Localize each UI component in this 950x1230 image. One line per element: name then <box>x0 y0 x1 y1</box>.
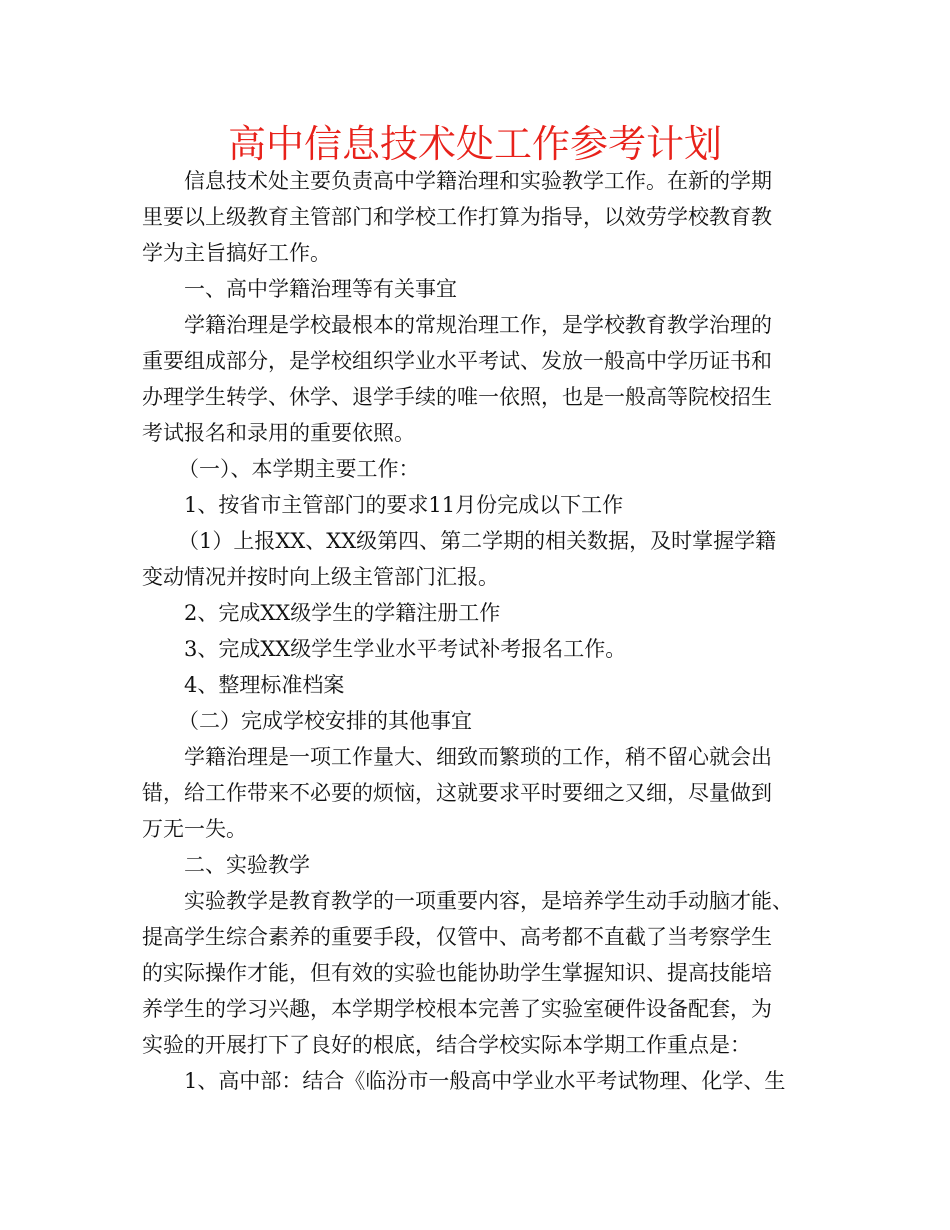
paragraph-line: 学为主旨搞好工作。 <box>142 241 331 265</box>
subsection-heading: （二）完成学校安排的其他事宜 <box>178 709 472 733</box>
paragraph-line: 养学生的学习兴趣，本学期学校根本完善了实验室硬件设备配套，为 <box>142 997 772 1021</box>
paragraph-line: 的实际操作才能，但有效的实验也能协助学生掌握知识、提高技能培 <box>142 961 772 985</box>
paragraph-line: 变动情况并按时向上级主管部门汇报。 <box>142 565 499 589</box>
paragraph-line: 实验教学是教育教学的一项重要内容，是培养学生动手动脑才能、 <box>184 889 793 913</box>
section-heading: 一、高中学籍治理等有关事宜 <box>184 277 457 301</box>
paragraph-line: 错，给工作带来不必要的烦恼，这就要求平时要细之又细，尽量做到 <box>142 781 772 805</box>
paragraph-line: 办理学生转学、休学、退学手续的唯一依照，也是一般高等院校招生 <box>142 385 772 409</box>
paragraph-line: 信息技术处主要负责高中学籍治理和实验教学工作。在新的学期 <box>184 169 772 193</box>
list-item: 2、完成XX级学生的学籍注册工作 <box>184 601 501 625</box>
paragraph-line: 提高学生综合素养的重要手段，仅管中、高考都不直截了当考察学生 <box>142 925 772 949</box>
paragraph-line: 学籍治理是一项工作量大、细致而繁琐的工作，稍不留心就会出 <box>184 745 772 769</box>
list-item: 3、完成XX级学生学业水平考试补考报名工作。 <box>184 637 627 661</box>
list-item: 4、整理标准档案 <box>184 673 345 697</box>
paragraph-line: 重要组成部分，是学校组织学业水平考试、发放一般高中学历证书和 <box>142 349 772 373</box>
paragraph-line: 万无一失。 <box>142 817 247 841</box>
document-title: 高中信息技术处工作参考计划 <box>227 122 722 166</box>
paragraph-line: 里要以上级教育主管部门和学校工作打算为指导，以效劳学校教育教 <box>142 205 772 229</box>
document-body <box>142 163 814 1099</box>
list-item: （1）上报XX、XX级第四、第二学期的相关数据，及时掌握学籍 <box>178 529 777 553</box>
list-item: 1、高中部：结合《临汾市一般高中学业水平考试物理、化学、生 <box>184 1069 786 1093</box>
paragraph-line: 考试报名和录用的重要依照。 <box>142 421 415 445</box>
subsection-heading: （一）、本学期主要工作： <box>178 457 420 481</box>
paragraph-line: 实验的开展打下了良好的根底，结合学校实际本学期工作重点是： <box>142 1033 751 1057</box>
paragraph-line: 学籍治理是学校最根本的常规治理工作，是学校教育教学治理的 <box>184 313 772 337</box>
section-heading: 二、实验教学 <box>184 853 310 877</box>
list-item: 1、按省市主管部门的要求11月份完成以下工作 <box>184 493 624 517</box>
